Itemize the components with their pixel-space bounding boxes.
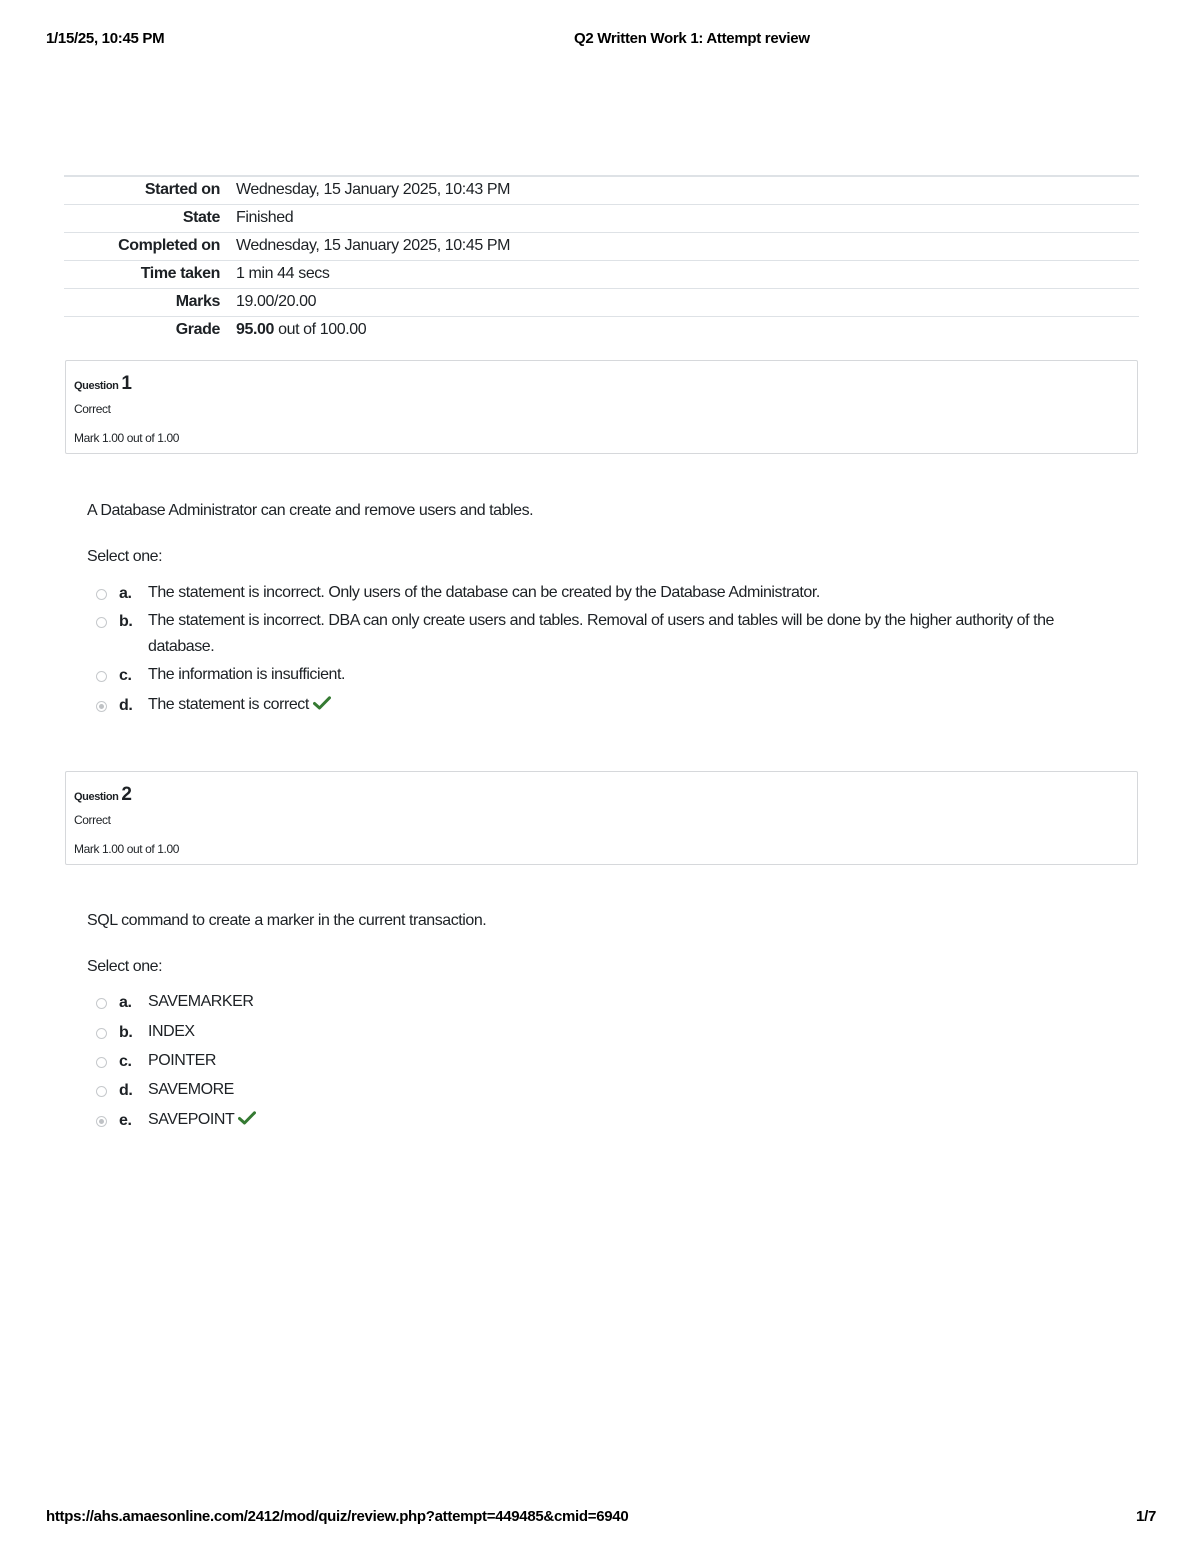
answer-text-wrap xyxy=(148,692,1108,718)
select-one-prompt: Select one: xyxy=(87,958,163,975)
answer-text: INDEX xyxy=(148,1023,195,1040)
answer-text-wrap xyxy=(148,1107,1108,1133)
answer-text: The information is insufficient. xyxy=(148,666,345,683)
radio-icon[interactable] xyxy=(96,998,107,1009)
radio-icon[interactable] xyxy=(96,617,107,628)
radio-icon[interactable] xyxy=(96,589,107,600)
summary-row-completed xyxy=(64,232,1139,260)
summary-label: Started on xyxy=(144,181,220,199)
page-url: https://ahs.amaesonline.com/2412/mod/quiz/review.php?attempt=449485&cmid=6940 xyxy=(46,1508,629,1525)
question-num: 2 xyxy=(121,784,132,805)
answer-letter: b. xyxy=(119,613,133,630)
summary-value: 19.00/20.00 xyxy=(236,293,317,310)
radio-icon[interactable] xyxy=(96,1086,107,1097)
question-info-2 xyxy=(65,771,1138,865)
radio-icon[interactable] xyxy=(96,1057,107,1068)
answer-letter: a. xyxy=(119,994,132,1011)
summary-row-started xyxy=(64,176,1139,204)
summary-label: State xyxy=(182,209,220,226)
attempt-summary-table xyxy=(64,175,1139,344)
summary-value: Finished xyxy=(236,209,294,226)
answer-text: POINTER xyxy=(148,1052,216,1069)
summary-label: Grade xyxy=(175,321,220,339)
question-state: Correct xyxy=(74,402,111,416)
answer-text: The statement is incorrect. DBA can only create users and tables. Removal of users and tables will be done by the higher authority of the database. xyxy=(148,612,1054,655)
check-icon xyxy=(238,1111,256,1125)
summary-row-grade xyxy=(64,316,1139,344)
print-datetime: 1/15/25, 10:45 PM xyxy=(46,30,165,47)
question-number xyxy=(74,373,132,395)
answer-letter: e. xyxy=(119,1112,132,1129)
summary-label: Marks xyxy=(175,293,220,310)
answer-text: The statement is incorrect. Only users of the database can be created by the Database Administrator. xyxy=(148,584,820,601)
question-text: A Database Administrator can create and remove users and tables. xyxy=(87,502,534,519)
question-word: Question xyxy=(74,380,119,392)
summary-label: Time taken xyxy=(140,265,220,282)
answer-letter: d. xyxy=(119,697,133,714)
question-num: 1 xyxy=(121,373,132,394)
print-header xyxy=(46,30,1156,50)
answer-letter: d. xyxy=(119,1082,133,1099)
summary-value: 1 min 44 secs xyxy=(236,265,330,282)
summary-label: Completed on xyxy=(118,237,220,254)
answer-text: SAVEPOINT xyxy=(148,1111,235,1128)
question-text: SQL command to create a marker in the current transaction. xyxy=(87,912,487,929)
answer-text: SAVEMARKER xyxy=(148,993,254,1010)
question-state: Correct xyxy=(74,813,111,827)
answer-letter: c. xyxy=(119,1053,132,1070)
check-icon xyxy=(313,696,331,710)
question-number xyxy=(74,784,132,806)
answer-text: The statement is correct xyxy=(148,696,309,713)
print-footer xyxy=(46,1508,1156,1528)
page-title: Q2 Written Work 1: Attempt review xyxy=(574,30,810,47)
answer-letter: c. xyxy=(119,667,132,684)
answer-letter: b. xyxy=(119,1024,133,1041)
answer-letter: a. xyxy=(119,585,132,602)
answer-text: SAVEMORE xyxy=(148,1081,234,1098)
page-number: 1/7 xyxy=(1136,1508,1156,1525)
summary-value: Wednesday, 15 January 2025, 10:43 PM xyxy=(236,181,511,199)
radio-icon[interactable] xyxy=(96,1116,107,1127)
summary-value: Wednesday, 15 January 2025, 10:45 PM xyxy=(236,237,511,254)
question-mark: Mark 1.00 out of 1.00 xyxy=(74,431,180,445)
grade-out-of: out of 100.00 xyxy=(274,321,367,339)
summary-row-marks xyxy=(64,288,1139,316)
summary-row-state xyxy=(64,204,1139,232)
question-mark: Mark 1.00 out of 1.00 xyxy=(74,842,180,856)
question-info-1 xyxy=(65,360,1138,454)
radio-icon[interactable] xyxy=(96,1028,107,1039)
radio-icon[interactable] xyxy=(96,701,107,712)
summary-row-time-taken xyxy=(64,260,1139,288)
select-one-prompt: Select one: xyxy=(87,548,163,565)
summary-value xyxy=(236,316,1139,344)
question-word: Question xyxy=(74,791,119,803)
grade-value: 95.00 xyxy=(236,321,275,339)
radio-icon[interactable] xyxy=(96,671,107,682)
